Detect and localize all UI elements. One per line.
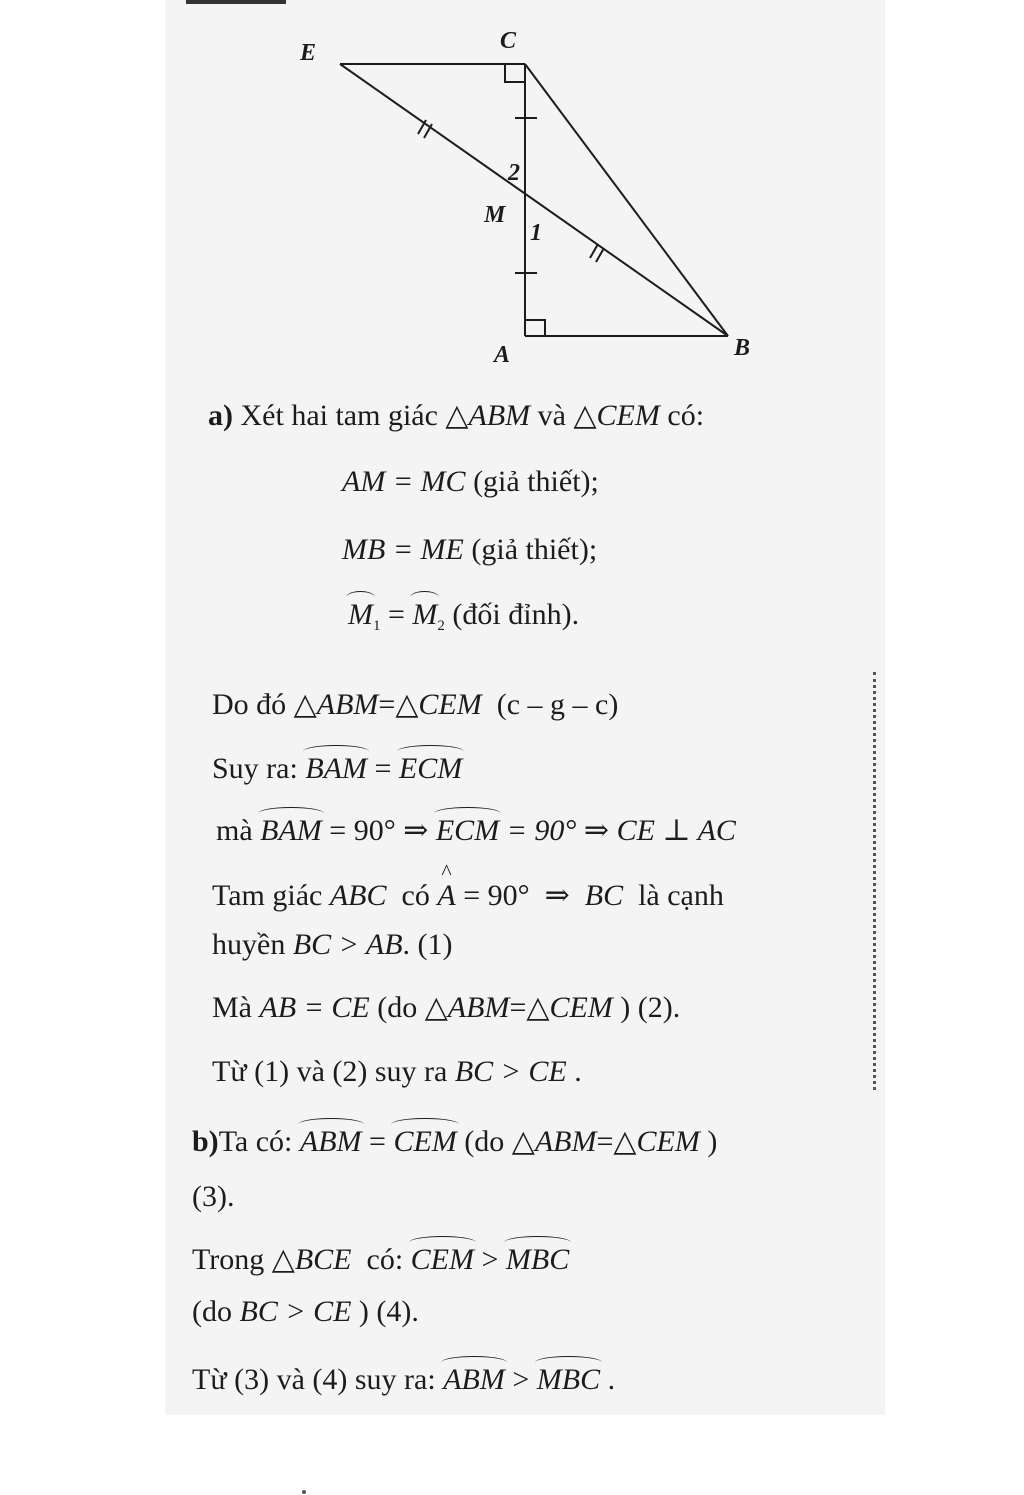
label-angle-2: 2 xyxy=(508,160,520,186)
label-E: E xyxy=(300,40,317,66)
right-triangle-ABC: Tam giác ABC có ^ A = 90° ⇒ BC là cạnh xyxy=(212,878,724,913)
label-M: M xyxy=(484,202,506,228)
equation-vertical-angles: $M_1 = M_2$ (đối đỉnh). xyxy=(348,598,580,634)
part-b-line5: Từ (3) và (4) suy ra: ABM > MBC . xyxy=(192,1363,616,1396)
ink-dot xyxy=(302,1490,306,1494)
dotted-margin-line xyxy=(873,672,876,1090)
part-b-line4: (do BC > CE ) (4). xyxy=(192,1295,419,1328)
segment-EB xyxy=(340,64,728,336)
double-tick-MB-1 xyxy=(590,244,598,258)
hypotenuse-line: huyền BC > AB. (1) xyxy=(212,928,453,961)
geometry-figure xyxy=(0,0,1024,400)
conclusion-congruent: Do đó △ABM=△CEM (c – g – c) xyxy=(212,688,619,721)
right-angle-C xyxy=(505,64,525,82)
part-b-line2: (3). xyxy=(192,1180,235,1213)
label-A: A xyxy=(494,342,511,368)
equation-AM-MC: AM = MC (giả thiết); xyxy=(342,465,599,498)
equation-MB-ME: MB = ME (giả thiết); xyxy=(342,533,598,566)
part-b-line1: b)Ta có: ABM = CEM (do △ABM=△CEM ) xyxy=(192,1125,718,1158)
part-a-intro: a) Xét hai tam giác △ABM và △CEM có: xyxy=(208,399,705,432)
double-tick-MB-2 xyxy=(596,248,604,262)
label-C: C xyxy=(500,28,517,54)
right-angle-A xyxy=(525,320,545,336)
BC-greater-CE: Từ (1) và (2) suy ra BC > CE . xyxy=(212,1055,582,1088)
angle-90-perpendicular: mà BAM = 90° ⇒ ECM = 90° ⇒ CE ⊥ AC xyxy=(216,814,736,847)
AB-equals-CE: Mà AB = CE (do △ABM=△CEM ) (2). xyxy=(212,991,681,1024)
part-b-line3: Trong △BCE có: CEM > MBC xyxy=(192,1243,570,1276)
label-B: B xyxy=(734,335,751,361)
segment-CB xyxy=(525,64,728,336)
angle-BAM-ECM: Suy ra: BAM = ECM xyxy=(212,752,463,785)
label-angle-1: 1 xyxy=(530,220,542,246)
